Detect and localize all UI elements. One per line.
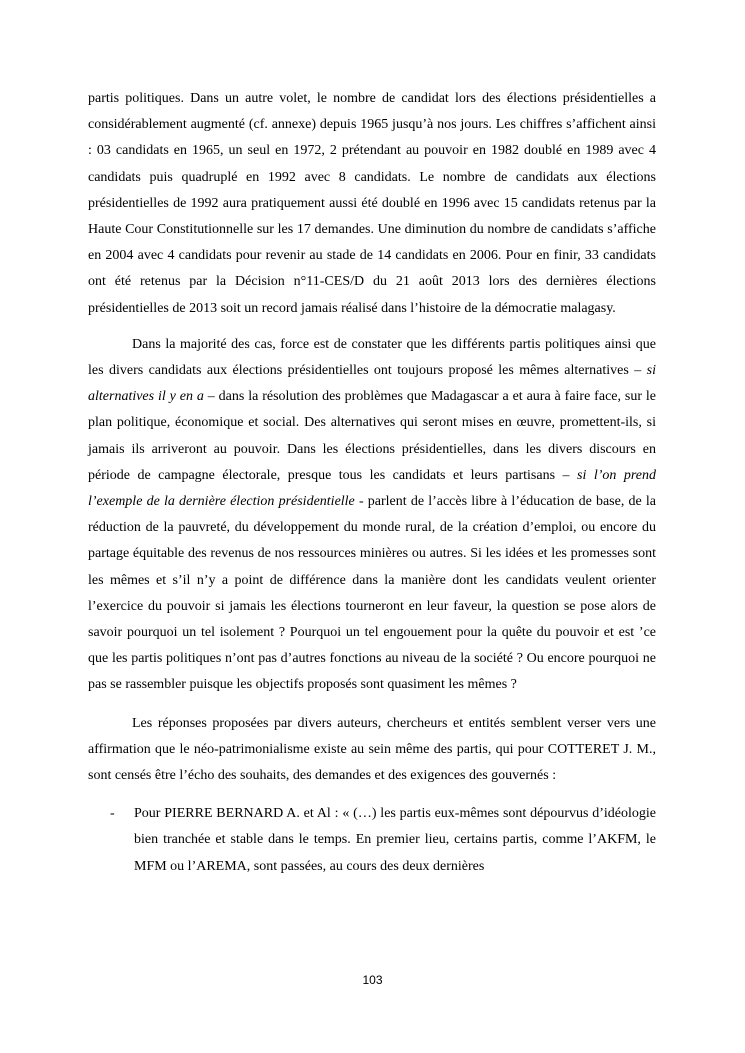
paragraph-2-text-c: - parlent de l’accès libre à l’éducation de base, de la réduction de la pauvreté, du développement du monde rural, de la création d’emploi, ou encore du partage équitable des revenus de nos ressources minières ou autres. Si les idées et les promesses sont les mêmes et s’il n’y a point de différence dans la manière dont les candidats veulent orienter l’exercice du pouvoir si jamais les élections tourneront en leur faveur, la question se pose alors de savoir pourquoi un tel isolement ? Pourquoi un tel engouement pour la quête du pouvoir et est ’ce que les partis politiques n’ont pas d’autres fonctions au niveau de la société ? Ou encore pourquoi ne pas se rassembler puisque les objectifs proposés sont quasiment les mêmes ? <box>88 494 656 693</box>
paragraph-2-text-a: Dans la majorité des cas, force est de constater que les différents partis politiques ainsi que les divers candidats aux élections présidentielles ont toujours proposé les mêmes alternatives – <box>88 336 656 379</box>
bullet-text: Pour PIERRE BERNARD A. et Al : « (…) les partis eux-mêmes sont dépourvus d’idéologie bien tranchée et stable dans le temps. En premier lieu, certains partis, comme l’AKFM, le MFM ou l’AREMA, sont passées, au cours des deux dernières <box>134 806 656 874</box>
page-number: 103 <box>362 973 383 987</box>
page-body <box>88 86 656 880</box>
paragraph-2-text-b: – dans la résolution des problèmes que Madagascar a et aura à faire face, sur le plan politique, économique et social. Des alternatives qui seront mises en œuvre, promettent-ils, si jamais ils arriveront au pouvoir. Dans les élections présidentielles, dans les divers discours en période de campagne électorale, presque tous les candidats et leurs partisans – <box>88 389 656 483</box>
paragraph-1: partis politiques. Dans un autre volet, le nombre de candidat lors des élections présidentielles a considérablement augmenté (cf. annexe) depuis 1965 jusqu’à nos jours. Les chiffres s’affichent ainsi : 03 candidats en 1965, un seul en 1972, 2 prétendant au pouvoir en 1982 doublé en 1989 avec 4 candidats puis quadruplé en 1992 avec 8 candidats. Le nombre de candidats aux élections présidentielles de 1992 aura pratiquement aussi été doublé en 1996 avec 15 candidats retenus par la Haute Cour Constitutionnelle sur les 17 demandes. Une diminution du nombre de candidats s’affiche en 2004 avec 4 candidats pour revenir au stade de 14 candidats en 2006. Pour en finir, 33 candidats ont été retenus par la Décision n°11-CES/D du 21 août 2013 lors des dernières élections présidentielles de 2013 soit un record jamais réalisé dans l’histoire de la démocratie malagasy. <box>88 91 656 316</box>
paragraph-2-italic-b: si l’on prend l’exemple de la dernière élection présidentielle <box>88 467 656 510</box>
paragraph-2-italic-a: si alternatives il y en a <box>88 363 656 405</box>
bullet-marker: - <box>110 806 115 822</box>
paragraph-2 <box>88 332 656 699</box>
bullet-item <box>88 801 656 880</box>
paragraph-3: Les réponses proposées par divers auteurs, chercheurs et entités semblent verser vers une affirmation que le néo-patrimonialisme existe au sein même des partis, qui pour COTTERET J. M., sont censés être l’écho des souhaits, des demandes et des exigences des gouvernés : <box>88 715 656 784</box>
